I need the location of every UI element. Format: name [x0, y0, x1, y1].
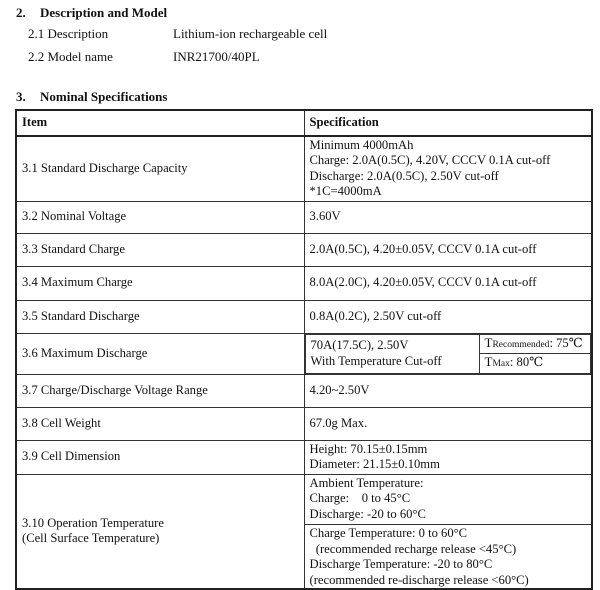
max-discharge-split	[305, 334, 592, 374]
temp-value: : 75℃	[549, 335, 583, 350]
spec-line: Discharge: -20 to 60°C	[309, 506, 426, 521]
table-row	[16, 407, 592, 440]
table-header-row	[16, 110, 592, 136]
spec-line: Discharge Temperature: -20 to 80°C	[309, 557, 493, 571]
row-item: 3.4 Maximum Charge	[16, 266, 304, 300]
table-row	[16, 300, 592, 333]
row-spec: 2.0A(0.5C), 4.20±0.05V, CCCV 0.1A cut-off	[304, 233, 592, 266]
row-spec: 3.60V	[304, 201, 592, 233]
row-spec: 0.8A(0.2C), 2.50V cut-off	[304, 300, 592, 333]
row-item	[16, 440, 304, 474]
row-item-label: 3.9 Cell Dimension	[22, 449, 121, 464]
row-item: 3.1 Standard Discharge Capacity	[16, 136, 304, 201]
row-item: 3.5 Standard Discharge	[16, 300, 304, 333]
spec-line: (recommended recharge release <45°C)	[309, 541, 517, 556]
row-spec	[304, 136, 592, 201]
row-item: 3.3 Standard Charge	[16, 233, 304, 266]
nominal-specifications-table	[15, 109, 593, 590]
spec-line: Charge: 0 to 45°C	[309, 491, 411, 505]
header-specification: Specification	[304, 110, 592, 136]
section-3-heading	[16, 89, 167, 105]
row-item-line: (Cell Surface Temperature)	[22, 531, 160, 546]
row-item: 3.7 Charge/Discharge Voltage Range	[16, 374, 304, 407]
spec-line: Ambient Temperature:	[309, 475, 424, 490]
table-row	[16, 233, 592, 266]
section-2-heading	[16, 5, 167, 21]
spec-line: Diameter: 21.15±0.10mm	[309, 457, 440, 471]
row-item	[16, 474, 304, 589]
section-3-number: 3.	[16, 89, 26, 104]
row-item: 3.6 Maximum Discharge	[16, 333, 304, 374]
row-item: 3.8 Cell Weight	[16, 407, 304, 440]
spec-line: (recommended re-discharge release <60°C)	[309, 572, 529, 587]
ambient-temperature-block	[305, 475, 592, 526]
table-row	[16, 136, 592, 201]
model-name-label: 2.2 Model name	[28, 49, 113, 64]
temp-value: : 80℃	[509, 355, 544, 369]
spec-line: Charge Temperature: 0 to 60°C	[309, 526, 468, 540]
spec-line: Discharge: 2.0A(0.5C), 2.50V cut-off	[309, 168, 499, 183]
cell-temperature-block	[305, 525, 592, 588]
spec-line: With Temperature Cut-off	[310, 353, 442, 368]
row-spec: 8.0A(2.0C), 4.20±0.05V, CCCV 0.1A cut-off	[304, 266, 592, 300]
spec-line: 70A(17.5C), 2.50V	[310, 338, 409, 352]
section-2-title: Description and Model	[40, 5, 168, 20]
temp-subscript: Recommended	[492, 339, 550, 350]
spec-line: Charge: 2.0A(0.5C), 4.20V, CCCV 0.1A cut-off	[309, 153, 551, 168]
section-3-title: Nominal Specifications	[40, 89, 168, 104]
table-row	[16, 201, 592, 233]
table-row	[16, 440, 592, 474]
temp-symbol: T	[484, 354, 493, 369]
description-label: 2.1 Description	[28, 26, 109, 41]
row-spec	[304, 440, 592, 474]
row-spec: 67.0g Max.	[304, 407, 592, 440]
spec-line: Minimum 4000mAh	[309, 137, 414, 152]
max-discharge-main	[305, 334, 479, 373]
spec-line: *1C=4000mA	[309, 184, 382, 199]
table-row	[16, 266, 592, 300]
recommended-temp	[479, 334, 591, 354]
temp-symbol: T	[484, 334, 493, 350]
max-temp	[479, 354, 591, 374]
model-name-value: INR21700/40PL	[173, 49, 260, 64]
section-2-number: 2.	[16, 5, 26, 20]
row-item-line: 3.10 Operation Temperature	[22, 515, 164, 530]
description-value: Lithium-ion rechargeable cell	[173, 26, 328, 41]
table-row	[16, 333, 592, 374]
table-row	[16, 474, 592, 589]
row-spec	[304, 333, 592, 374]
temp-subscript: Max	[492, 359, 510, 369]
row-spec	[304, 474, 592, 589]
row-item: 3.2 Nominal Voltage	[16, 201, 304, 233]
header-item: Item	[16, 110, 304, 136]
table-row	[16, 374, 592, 407]
row-spec: 4.20~2.50V	[304, 374, 592, 407]
spec-line: Height: 70.15±0.15mm	[309, 441, 428, 456]
